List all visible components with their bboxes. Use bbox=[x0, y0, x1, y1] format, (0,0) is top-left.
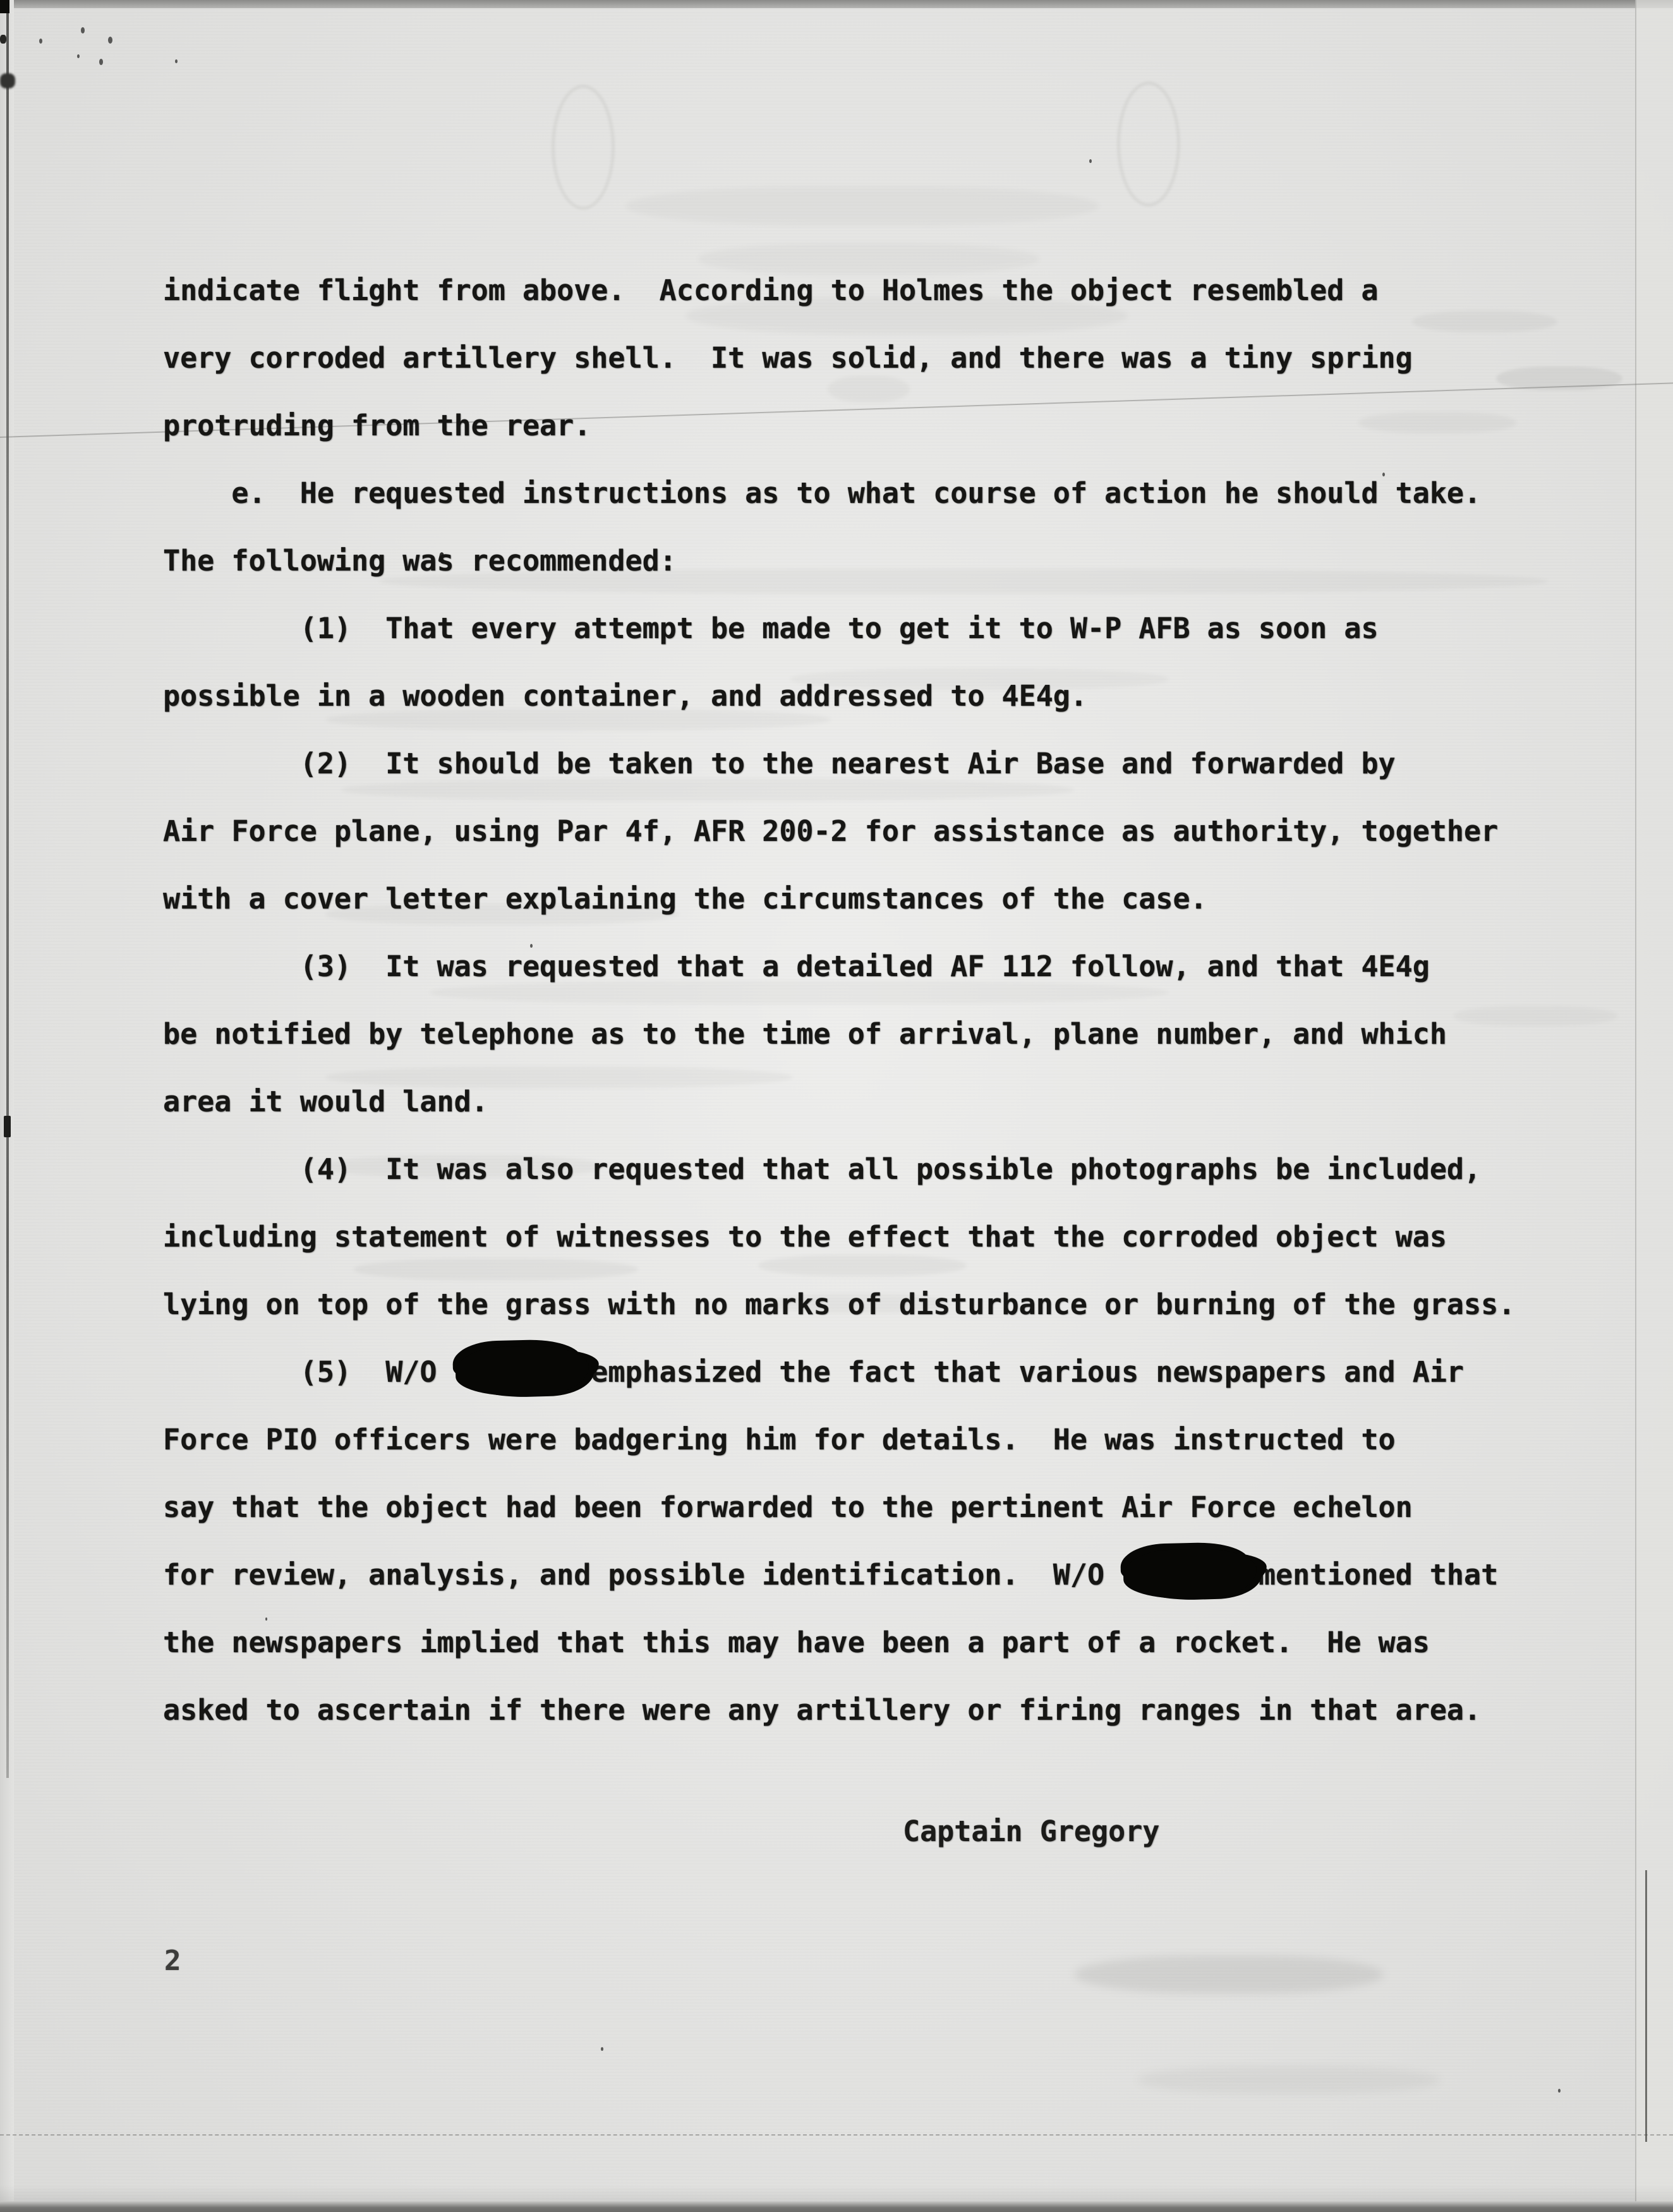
typed-line: say that the object had been forwarded to the pertinent Air Force echelon bbox=[163, 1490, 1413, 1524]
typed-line: e. He requested instructions as to what course of action he should take. bbox=[163, 476, 1482, 510]
bleed-through-smudge bbox=[625, 186, 1099, 226]
page-number: 2 bbox=[164, 1945, 181, 1977]
dust-speckle bbox=[175, 59, 178, 63]
typed-line: indicate flight from above. According to Holmes the object resembled a bbox=[163, 274, 1379, 307]
typed-line: very corroded artillery shell. It was solid, and there was a tiny spring bbox=[163, 341, 1413, 375]
typed-line: area it would land. bbox=[163, 1085, 488, 1118]
typed-line: (2) It should be taken to the nearest Air Base and forwarded by bbox=[163, 747, 1396, 780]
binder-smudge bbox=[0, 73, 15, 88]
typed-line: the newspapers implied that this may have been a part of a rocket. He was bbox=[163, 1626, 1430, 1659]
scan-edge-bottom bbox=[0, 2201, 1673, 2212]
punch-hole-ghost bbox=[552, 85, 614, 209]
typed-line: protruding from the rear. bbox=[163, 409, 591, 442]
dust-speckle bbox=[81, 27, 85, 33]
typed-line: (4) It was also requested that all possible photographs be included, bbox=[163, 1152, 1482, 1186]
dust-speckle bbox=[39, 39, 42, 44]
dust-speckle bbox=[99, 59, 103, 65]
redaction-mark bbox=[455, 1345, 589, 1398]
punch-hole-ghost bbox=[1118, 82, 1180, 206]
dust-speckle bbox=[1089, 159, 1092, 163]
bleed-through-smudge bbox=[1074, 1955, 1384, 1993]
typed-line: possible in a wooden container, and addressed to 4E4g. bbox=[163, 679, 1087, 713]
typed-line: (1) That every attempt be made to get it to W-P AFB as soon as bbox=[163, 612, 1379, 645]
typed-line: Air Force plane, using Par 4f, AFR 200-2 for assistance as authority, together bbox=[163, 814, 1499, 848]
typed-line: for review, analysis, and possible identification. W/O mentioned that bbox=[163, 1541, 1515, 1609]
dashed-crease-line bbox=[0, 2134, 1673, 2136]
typed-line: The following was recommended: bbox=[163, 544, 677, 577]
dust-speckle bbox=[1558, 2089, 1561, 2093]
typed-line: with a cover letter explaining the circumstances of the case. bbox=[163, 882, 1207, 916]
redaction-mark bbox=[1123, 1547, 1257, 1600]
dust-speckle bbox=[108, 37, 112, 44]
dust-speckle bbox=[601, 2047, 603, 2051]
typed-line: (5) W/O emphasized the fact that various newspapers and Air bbox=[163, 1338, 1515, 1406]
typed-line: lying on top of the grass with no marks of disturbance or burning of the grass. bbox=[163, 1288, 1516, 1321]
corner-mark bbox=[0, 0, 9, 13]
typed-line: Force PIO officers were badgering him for details. He was instructed to bbox=[163, 1423, 1396, 1456]
typed-line: including statement of witnesses to the effect that the corroded object was bbox=[163, 1220, 1447, 1254]
bleed-through-smudge bbox=[1137, 2066, 1440, 2094]
signature-line: Captain Gregory bbox=[903, 1815, 1160, 1848]
binder-edge-line bbox=[6, 9, 9, 1778]
binder-tick-mark bbox=[4, 1116, 11, 1137]
scan-edge-top bbox=[0, 0, 1673, 8]
page-right-margin-shade bbox=[1635, 0, 1673, 2212]
dust-speckle bbox=[77, 54, 80, 58]
scan-bottom-shade bbox=[0, 2185, 1673, 2201]
fold-line-dark-segment bbox=[1645, 1870, 1647, 2142]
typed-line: asked to ascertain if there were any artillery or firing ranges in that area. bbox=[163, 1693, 1482, 1727]
typed-text bbox=[163, 257, 1515, 1744]
corner-dot bbox=[0, 35, 6, 44]
typed-line: (3) It was requested that a detailed AF 112 follow, and that 4E4g bbox=[163, 950, 1430, 983]
fold-line bbox=[1635, 0, 1636, 2212]
typed-line: be notified by telephone as to the time of arrival, plane number, and which bbox=[163, 1017, 1447, 1051]
